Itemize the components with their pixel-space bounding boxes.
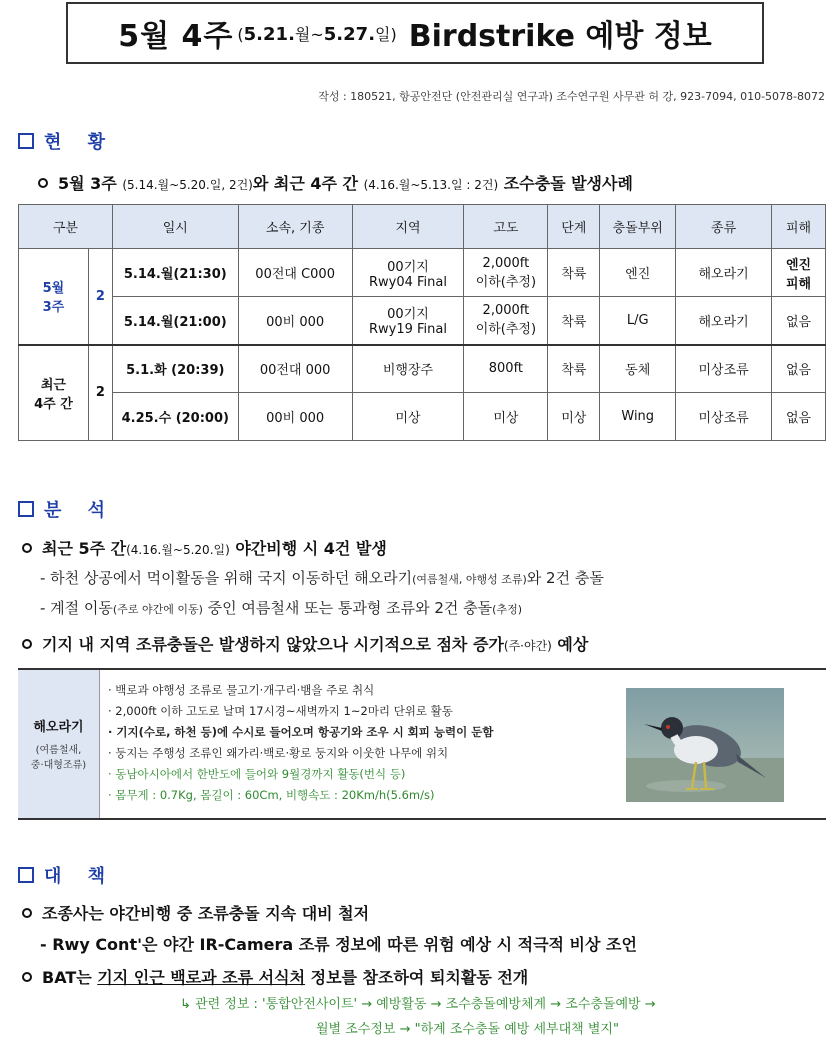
phase-cell: 착륙 — [548, 345, 600, 393]
unit-cell: 00비 000 — [238, 393, 352, 441]
part-cell: 동체 — [600, 345, 676, 393]
species-fact: · 백로과 야행성 조류로 물고기·개구리·뱀을 주로 취식 — [108, 683, 375, 697]
measures-bullet-1: 조종사는 야간비행 중 조류충돌 지속 대비 철저 — [22, 901, 369, 924]
analysis-bullet-1: 최근 5주 간(4.16.월~5.20.일) 야간비행 시 4건 발생 — [22, 536, 387, 559]
incident-table — [18, 204, 826, 441]
phase-cell: 착륙 — [548, 249, 600, 297]
col-header: 충돌부위 — [600, 205, 676, 249]
title-topic: Birdstrike 예방 정보 — [408, 19, 712, 54]
table-header-row — [19, 205, 826, 249]
checkbox-square-icon — [18, 501, 34, 517]
species-name: 해오라기 — [33, 719, 84, 735]
bullet-circle-icon — [38, 178, 48, 188]
species-fact: · 둥지는 주행성 조류인 왜가리·백로·황로 둥지와 이웃한 나무에 위치 — [108, 746, 449, 760]
bullet-circle-icon — [22, 908, 32, 918]
table-row — [19, 345, 826, 393]
date-cell: 5.14.월(21:30) — [112, 249, 238, 297]
alt-cell: 2,000ft 이하(추정) — [464, 297, 548, 345]
analysis-sub-2: - 계절 이동(주로 야간에 이동) 중인 여름철새 또는 통과형 조류와 2건 충돌(추정) — [40, 599, 522, 617]
part-cell: L/G — [600, 297, 676, 345]
species-category: (여름철새, 중·대형조류) — [30, 744, 87, 771]
species-cell: 해오라기 — [676, 297, 772, 345]
phase-cell: 착륙 — [548, 297, 600, 345]
species-fact: · 기지(수로, 하천 등)에 수시로 들어오며 항공기와 조우 시 회피 능력이 둔함 — [108, 725, 494, 739]
alt-cell: 800ft — [464, 345, 548, 393]
col-header: 구분 — [19, 205, 113, 249]
document-title — [66, 2, 764, 64]
date-cell: 4.25.수 (20:00) — [112, 393, 238, 441]
alt-cell: 2,000ft 이하(추정) — [464, 249, 548, 297]
period-cell: 5월 3주 — [19, 249, 89, 345]
date-cell: 5.14.월(21:00) — [112, 297, 238, 345]
damage-cell: 없음 — [772, 345, 826, 393]
species-fact: · 동남아시아에서 한반도에 들어와 9월경까지 활동(번식 등) — [108, 767, 406, 781]
section-measures — [18, 862, 115, 888]
col-header: 피해 — [772, 205, 826, 249]
night-heron-photo — [626, 688, 784, 802]
measures-sub-1: - Rwy Cont'은 야간 IR-Camera 조류 정보에 따른 위험 예상 시 적극적 비상 조언 — [40, 935, 637, 954]
section-measures-label: 대 책 — [44, 866, 116, 887]
count-cell: 2 — [88, 345, 112, 441]
col-header: 일시 — [112, 205, 238, 249]
period-cell: 최근 4주 간 — [19, 345, 89, 441]
checkbox-square-icon — [18, 133, 34, 149]
col-header: 지역 — [352, 205, 464, 249]
unit-cell: 00비 000 — [238, 297, 352, 345]
part-cell: 엔진 — [600, 249, 676, 297]
section-status — [18, 128, 115, 154]
species-facts — [108, 680, 618, 806]
table-row — [19, 393, 826, 441]
unit-cell: 00전대 C000 — [238, 249, 352, 297]
col-header: 소속, 기종 — [238, 205, 352, 249]
analysis-sub-1: - 하천 상공에서 먹이활동을 위해 국지 이동하던 해오라기(여름철새, 야행성 조류)와 2건 충돌 — [40, 569, 604, 587]
count-cell: 2 — [88, 249, 112, 345]
col-header: 단계 — [548, 205, 600, 249]
bullet-circle-icon — [22, 639, 32, 649]
related-info-line-1: ↳ 관련 정보 : '통합안전사이트' → 예방활동 → 조수충돌예방체계 → 조수충돌예방 → — [180, 997, 656, 1012]
area-cell: 00기지 Rwy19 Final — [352, 297, 464, 345]
species-cell: 미상조류 — [676, 393, 772, 441]
title-range: (5.21.월~5.27.일) — [237, 23, 397, 45]
status-heading: 5월 3주 (5.14.월~5.20.일, 2건)와 최근 4주 간 (4.16.월~5.13.일 : 2건) 조수충돌 발생사례 — [38, 171, 633, 194]
species-name-cell — [18, 670, 100, 818]
species-fact: · 2,000ft 이하 고도로 날며 17시경~새벽까지 1~2마리 단위로 활동 — [108, 704, 453, 718]
part-cell: Wing — [600, 393, 676, 441]
measures-bullet-2: BAT는 기지 인근 백로과 조류 서식처 정보를 참조하여 퇴치활동 전개 — [22, 965, 528, 988]
related-info-line-2: 월별 조수정보 → "하계 조수충돌 예방 세부대책 별지" — [316, 1022, 619, 1037]
area-cell: 비행장주 — [352, 345, 464, 393]
author-line: 작성 : 180521, 항공안전단 (안전관리실 연구과) 조수연구원 사무관 허 강, 923-7094, 010-5078-8072 — [318, 90, 825, 103]
damage-cell: 없음 — [772, 297, 826, 345]
area-cell: 미상 — [352, 393, 464, 441]
col-header: 고도 — [464, 205, 548, 249]
unit-cell: 00전대 000 — [238, 345, 352, 393]
alt-cell: 미상 — [464, 393, 548, 441]
title-week: 5월 4주 — [118, 19, 234, 54]
section-status-label: 현 황 — [44, 132, 116, 153]
col-header: 종류 — [676, 205, 772, 249]
phase-cell: 미상 — [548, 393, 600, 441]
night-heron-illustration — [626, 688, 784, 802]
species-cell: 해오라기 — [676, 249, 772, 297]
table-row — [19, 249, 826, 297]
section-analysis-label: 분 석 — [44, 500, 116, 521]
date-cell: 5.1.화 (20:39) — [112, 345, 238, 393]
species-fact: · 몸무게 : 0.7Kg, 몸길이 : 60Cm, 비행속도 : 20Km/h(5.6m/s) — [108, 788, 435, 802]
section-analysis — [18, 496, 115, 522]
species-info-box — [18, 668, 826, 820]
analysis-bullet-2: 기지 내 지역 조류충돌은 발생하지 않았으나 시기적으로 점차 증가(주·야간) 예상 — [22, 632, 588, 655]
bullet-circle-icon — [22, 972, 32, 982]
species-cell: 미상조류 — [676, 345, 772, 393]
table-row — [19, 297, 826, 345]
damage-cell: 없음 — [772, 393, 826, 441]
damage-cell: 엔진 피해 — [772, 249, 826, 297]
bullet-circle-icon — [22, 543, 32, 553]
area-cell: 00기지 Rwy04 Final — [352, 249, 464, 297]
checkbox-square-icon — [18, 867, 34, 883]
